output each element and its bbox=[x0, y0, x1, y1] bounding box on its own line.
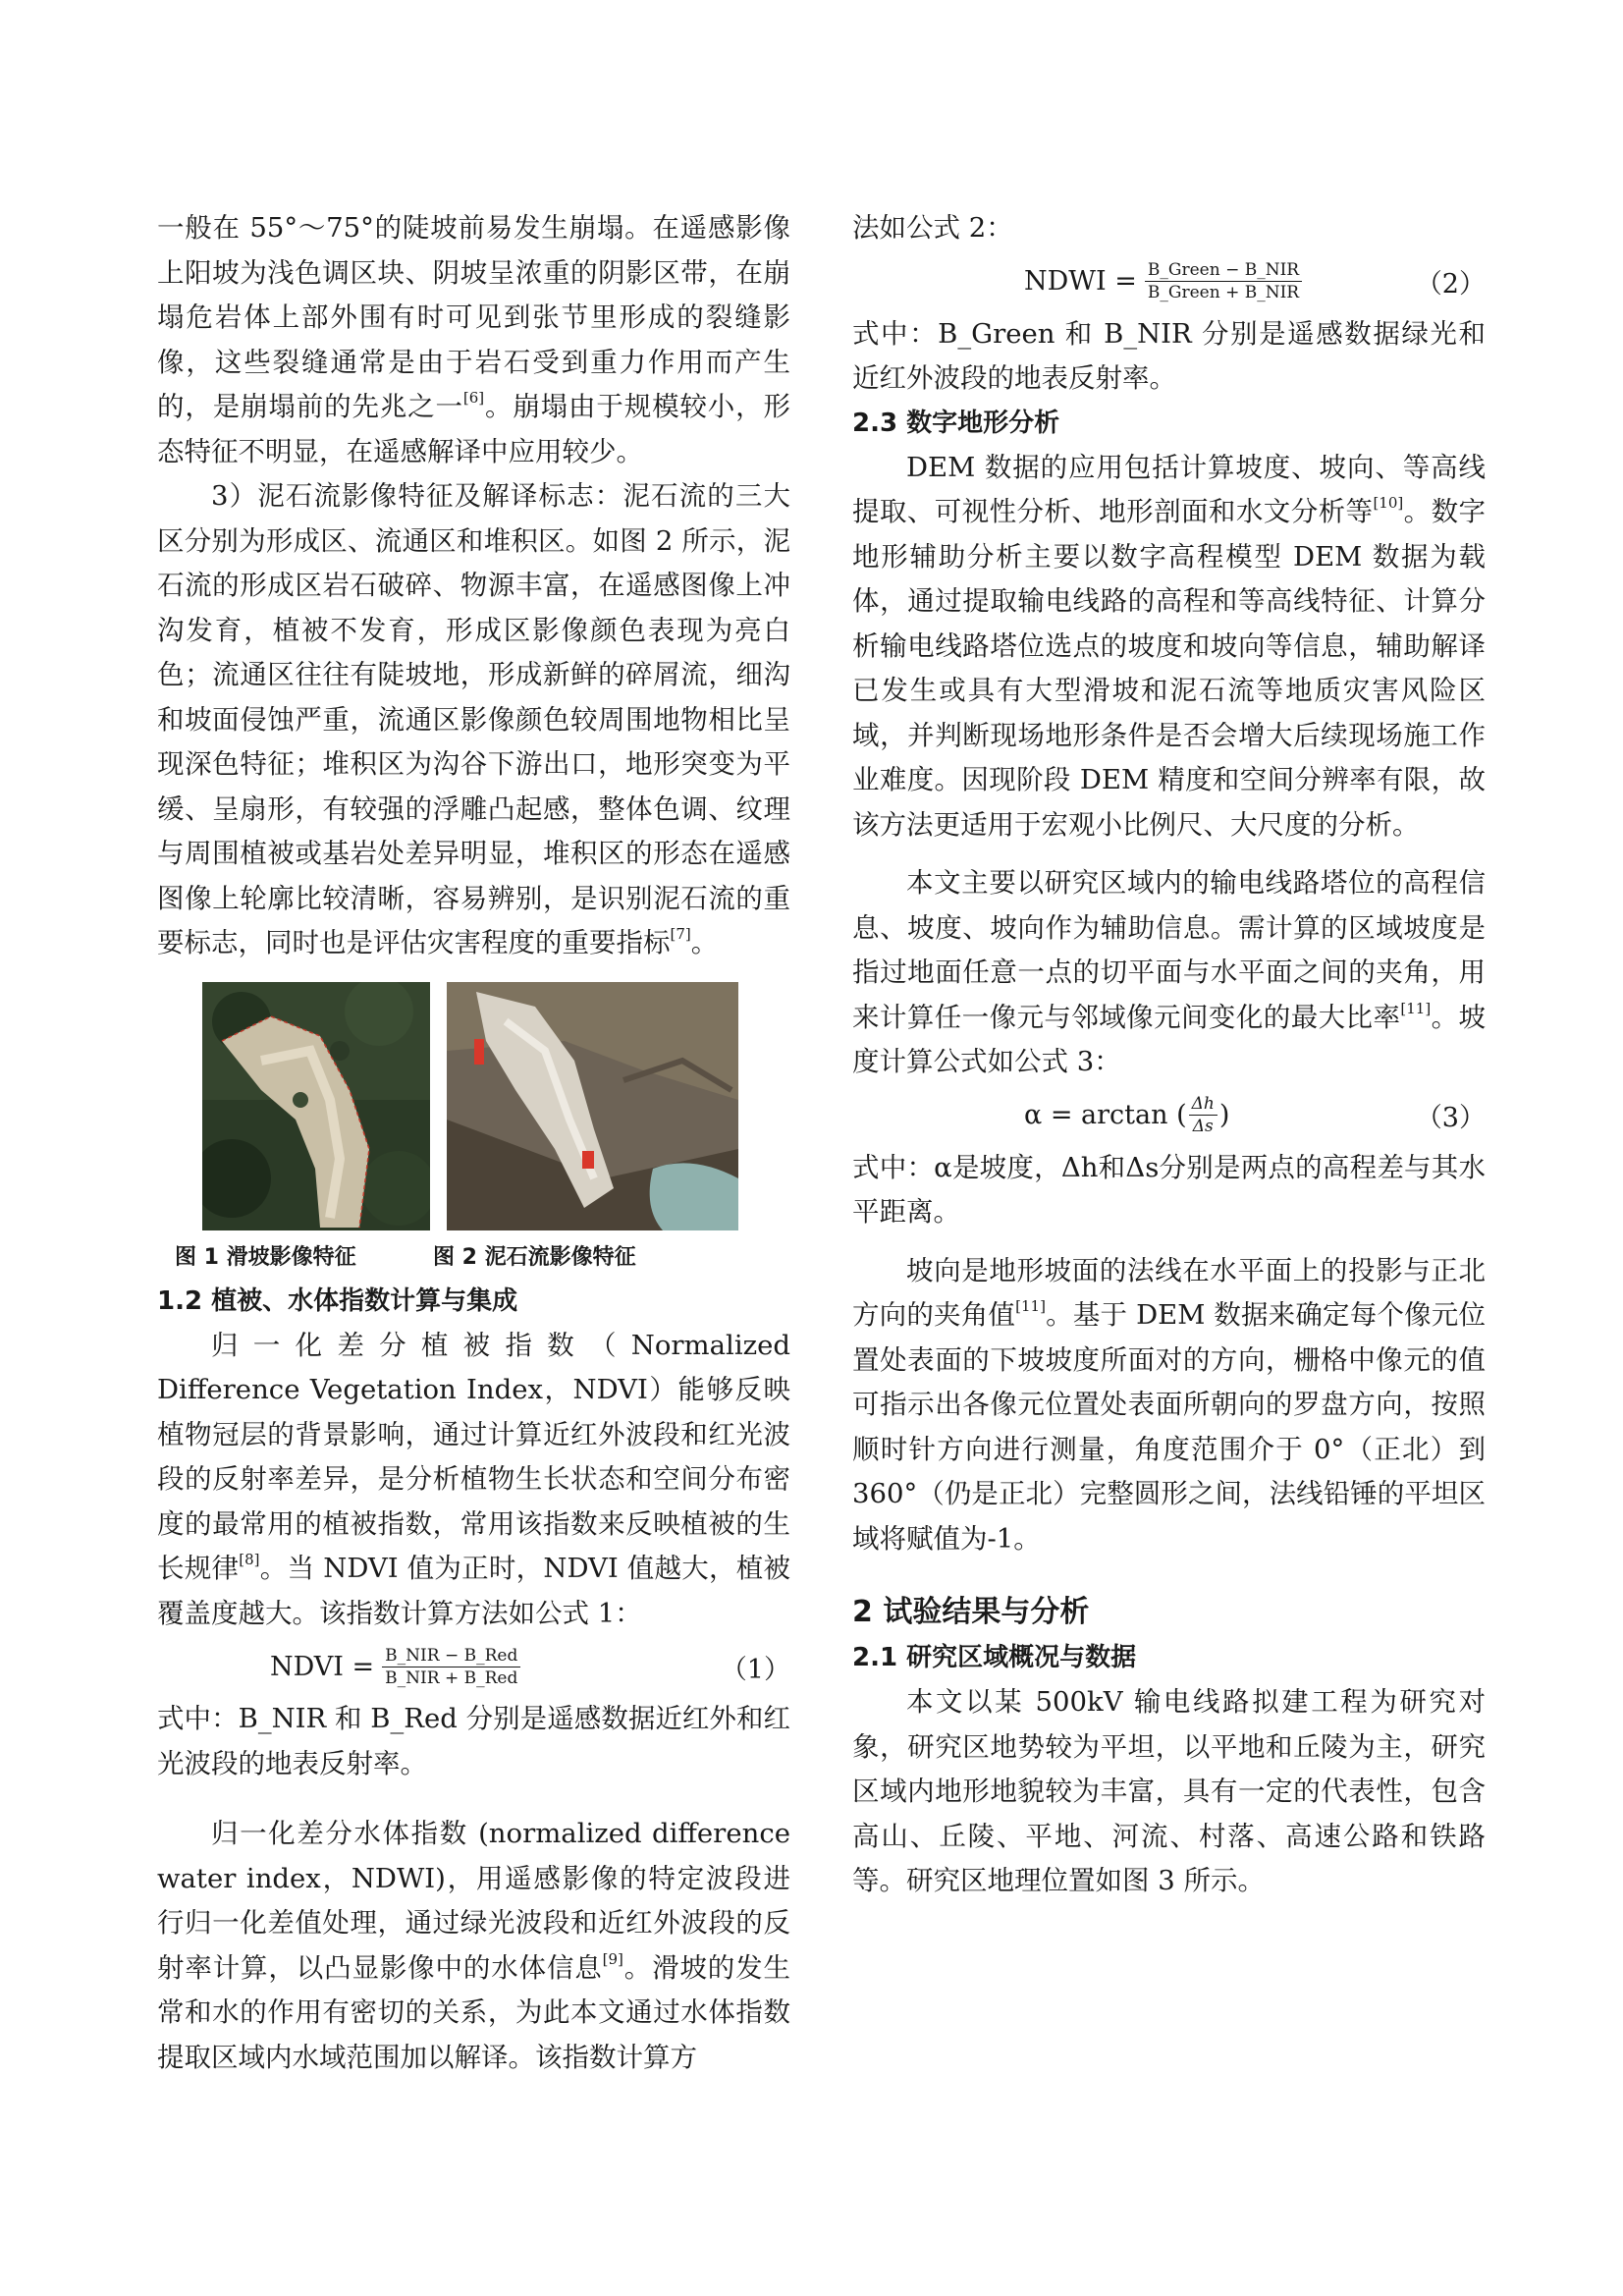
equation-number: （2） bbox=[1415, 269, 1486, 300]
paragraph: 3）泥石流影像特征及解译标志：泥石流的三大区分别为形成区、流通区和堆积区。如图 2 所示，泥石流的形成区岩石破碎、物源丰富，在遥感图像上冲沟发育，植被不发育，形成区影像颜色表现为亮白色；流通区往往有陡坡地，形成新鲜的碎屑流，细沟和坡面侵蚀严重，流通区影像颜色较周围地物相比呈现深色特征；堆积区为沟谷下游出口，地形突变为平缓、呈扇形，有较强的浮雕凸起感，整体色调、纹理与周围植被或基岩处差异明显，堆积区的形态在遥感图像上轮廓比较清晰，容易辨别，是识别泥石流的重要标志，同时也是评估灾害程度的重要指标[7]。 bbox=[157, 480, 790, 958]
figure-1-caption: 图 1 滑坡影像特征 bbox=[175, 1244, 356, 1270]
equation-lhs: NDVI = bbox=[270, 1651, 375, 1682]
paragraph: 本文主要以研究区域内的输电线路塔位的高程信息、坡度、坡向作为辅助信息。需计算的区域坡度是指过地面任意一点的切平面与水平面之间的夹角，用来计算任一像元与邻域像元间变化的最大比率[11]。坡度计算公式如公式 3： bbox=[852, 867, 1487, 1077]
paragraph: 本文以某 500kV 输电线路拟建工程为研究对象，研究区地势较为平坦，以平地和丘陵为主，研究区域内地形地貌较为丰富，具有一定的代表性，包含高山、丘陵、平地、河流、村落、高速公路和铁路等。研究区地理位置如图 3 所示。 bbox=[852, 1686, 1486, 1896]
left-column bbox=[157, 206, 790, 2080]
paragraph: 归一化差分水体指数 (normalized difference water index，NDWI)，用遥感影像的特定波段进行归一化差值处理，通过绿光波段和近红外波段的反射率计算，以凸显影像中的水体信息[9]。滑坡的发生常和水的作用有密切的关系，为此本文通过水体指数提取区域内水域范围加以解译。该指数计算方 bbox=[157, 1818, 791, 2073]
equation-number: （3） bbox=[1415, 1103, 1486, 1133]
figure-captions bbox=[157, 1236, 790, 1280]
paragraph: 一般在 55°～75°的陡坡前易发生崩塌。在遥感影像上阳坡为浅色调区块、阴坡呈浓重的阴影区带，在崩塌危岩体上部外围有时可见到张节里形成的裂缝影像，这些裂缝通常是由于岩石受到重力作用而产生的，是崩塌前的先兆之一[6]。崩塌由于规模较小，形态特征不明显，在遥感解译中应用较少。 bbox=[157, 212, 790, 467]
section-heading: 1.2 植被、水体指数计算与集成 bbox=[157, 1285, 518, 1316]
equation-fraction: $\frac{\Delta h}{\Delta s}$ bbox=[1189, 1094, 1217, 1136]
equation-lhs: NDWI = bbox=[1024, 266, 1137, 297]
figure-2-caption: 图 2 泥石流影像特征 bbox=[433, 1244, 636, 1270]
landslide-satellite-image bbox=[202, 982, 430, 1230]
equation-2 bbox=[852, 251, 1486, 312]
paragraph: 式中：α是坡度，Δh和Δs分别是两点的高程差与其水平距离。 bbox=[852, 1151, 1486, 1228]
equation-fraction: $\frac{\text{B\_Green − B\_NIR}}{\text{B\_Green + B\_NIR}}$ bbox=[1145, 260, 1302, 302]
section-heading: 2.3 数字地形分析 bbox=[852, 408, 1060, 438]
equation-1 bbox=[157, 1636, 790, 1697]
equation-number: （1） bbox=[720, 1654, 790, 1685]
paragraph: 法如公式 2： bbox=[852, 212, 1013, 244]
right-column bbox=[852, 206, 1486, 1904]
paragraph: 式中：B_NIR 和 B_Red 分别是遥感数据近红外和红光波段的地表反射率。 bbox=[157, 1703, 790, 1779]
equation-lhs: α = arctan ( bbox=[1024, 1100, 1187, 1130]
paragraph: 归一化差分植被指数（Normalized Difference Vegetation Index，NDVI）能够反映植物冠层的背景影响，通过计算近红外波段和红光波段的反射率差异，是分析植物生长状态和空间分布密度的最常用的植被指数，常用该指数来反映植被的生长规律[8]。当 NDVI 值为正时，NDVI 值越大，植被覆盖度越大。该指数计算方法如公式 1： bbox=[157, 1329, 790, 1629]
section-heading-level-1: 2 试验结果与分析 bbox=[852, 1595, 1090, 1629]
equation-rhs: ) bbox=[1218, 1100, 1230, 1130]
debris-flow-satellite-image bbox=[447, 982, 738, 1230]
equation-3 bbox=[852, 1085, 1486, 1146]
paragraph: 坡向是地形坡面的法线在水平面上的投影与正北方向的夹角值[11]。基于 DEM 数据来确定每个像元位置处表面的下坡坡度所面对的方向，栅格中像元的值可指示出各像元位置处表面所朝向的罗盘方向，按照顺时针方向进行测量，角度范围介于 0°（正北）到 360°（仍是正北）完整圆形之间，法线铅锤的平坦区域将赋值为-1。 bbox=[852, 1254, 1486, 1555]
equation-fraction: $\frac{\text{B\_NIR − B\_Red}}{\text{B\_NIR + B\_Red}}$ bbox=[382, 1646, 520, 1688]
paragraph: DEM 数据的应用包括计算坡度、坡向、等高线提取、可视性分析、地形剖面和水文分析等[10]。数字地形辅助分析主要以数字高程模型 DEM 数据为载体，通过提取输电线路的高程和等高线特征、计算分析输电线路塔位选点的坡度和坡向等信息，辅助解译已发生或具有大型滑坡和泥石流等地质灾害风险区域，并判断现场地形条件是否会增大后续现场施工作业难度。因现阶段 DEM 精度和空间分辨率有限，故该方法更适用于宏观小比例尺、大尺度的分析。 bbox=[852, 451, 1487, 841]
paragraph: 式中：B_Green 和 B_NIR 分别是遥感数据绿光和近红外波段的地表反射率。 bbox=[852, 317, 1486, 394]
figure-row bbox=[157, 982, 790, 1230]
section-heading: 2.1 研究区域概况与数据 bbox=[852, 1643, 1137, 1672]
